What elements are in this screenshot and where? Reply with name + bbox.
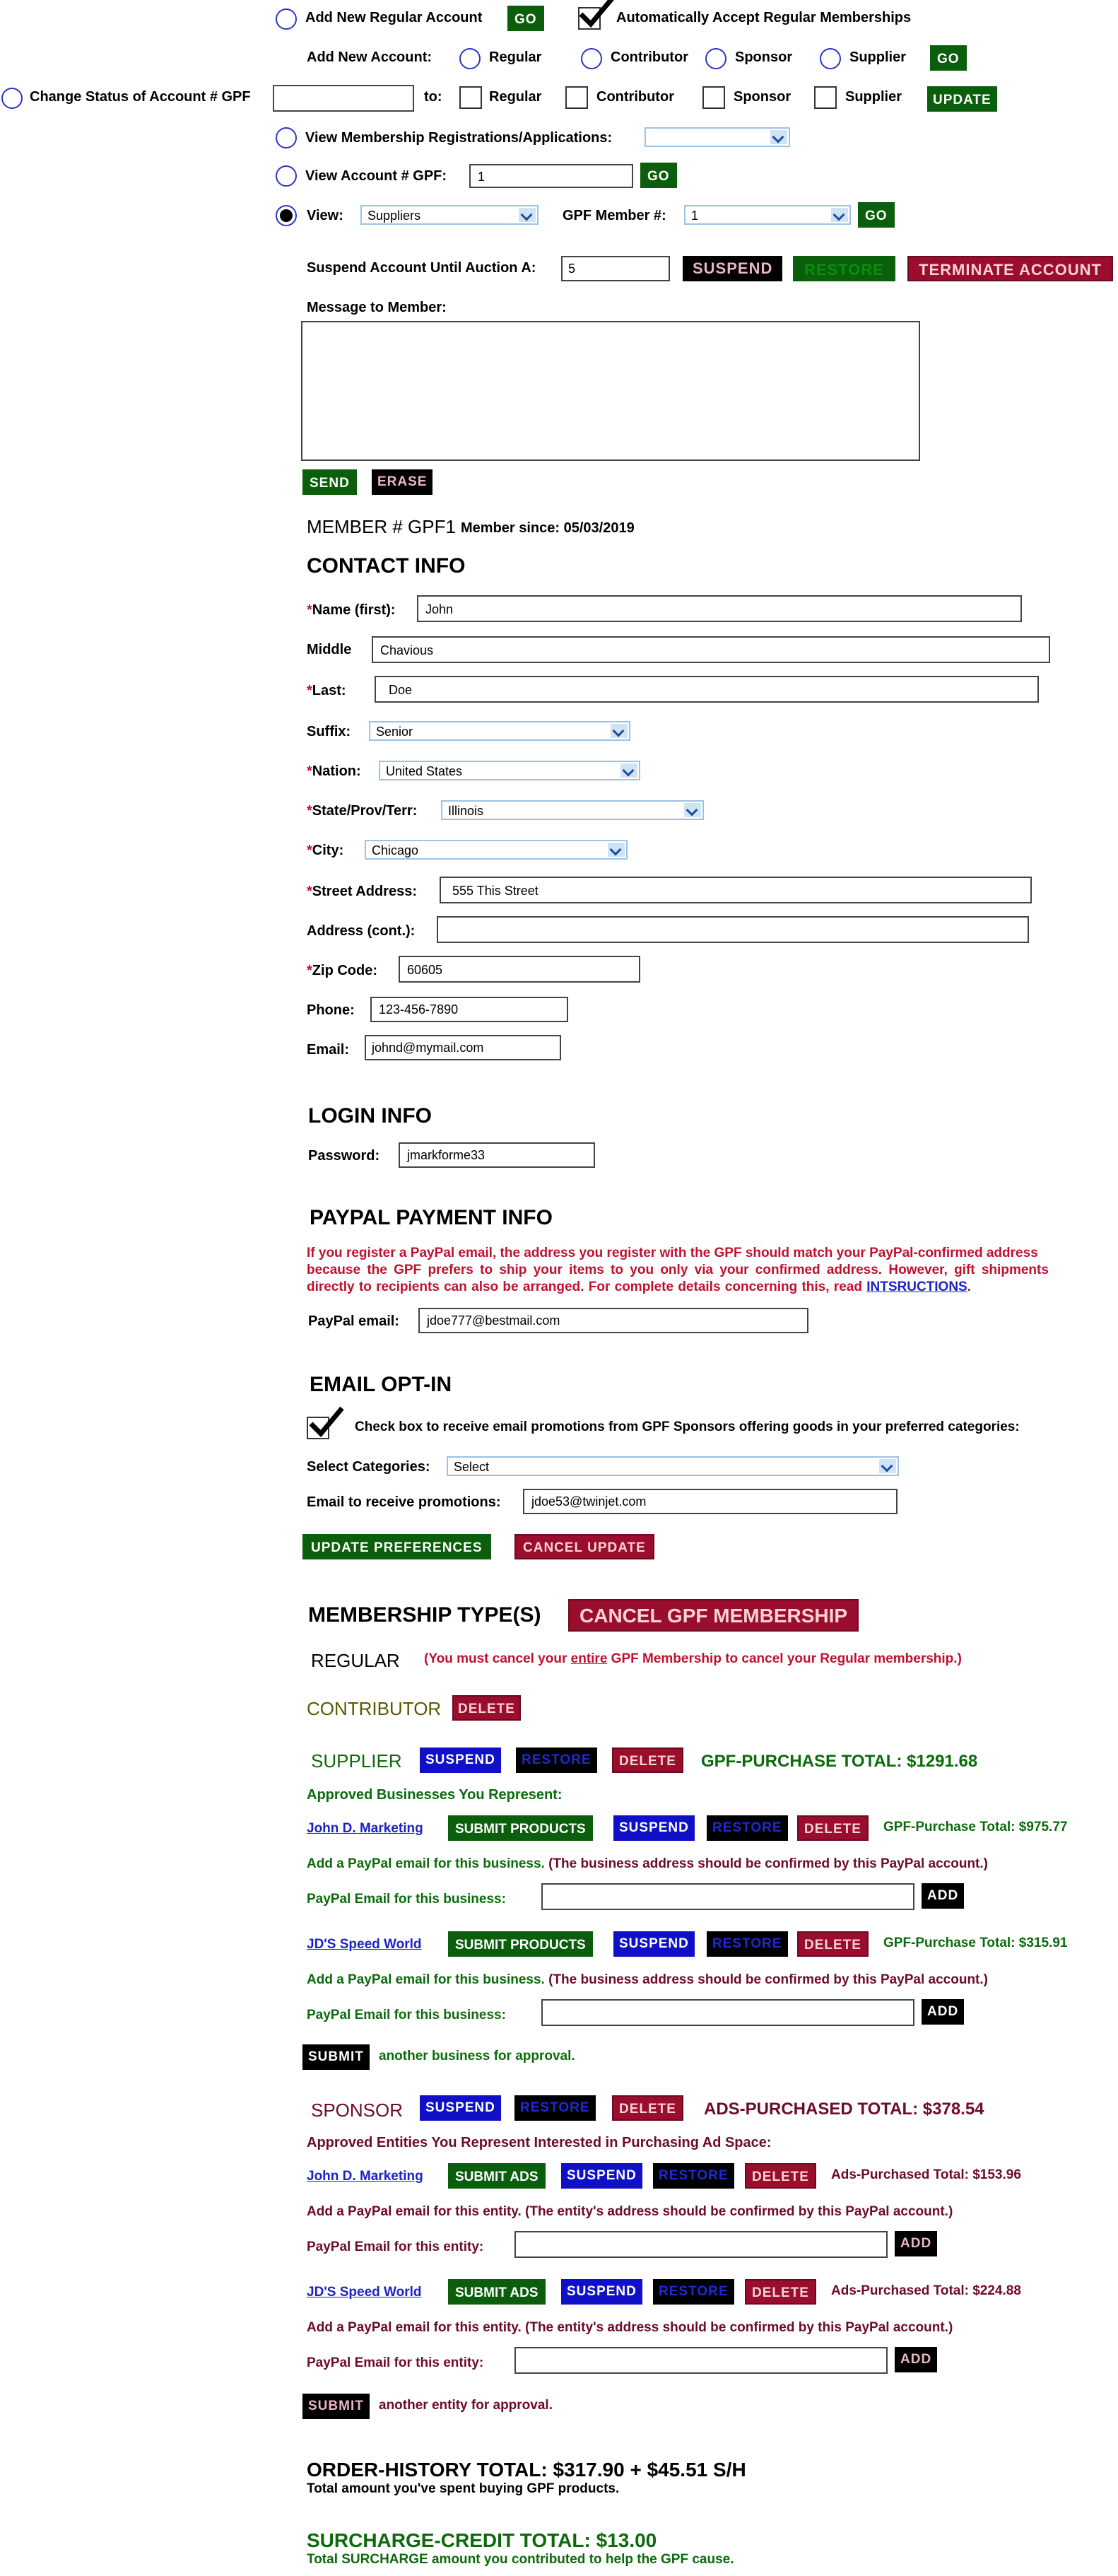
add-type-contributor-radio[interactable] (581, 48, 602, 69)
city-label: *City: (307, 843, 344, 858)
submit-business-button[interactable]: SUBMIT (302, 2044, 370, 2070)
another-entity-text: another entity for approval. (379, 2398, 553, 2413)
add-type-contributor-label: Contributor (611, 49, 688, 65)
promo-email-input[interactable]: jdoe53@twinjet.com (523, 1489, 898, 1514)
business-email-label-2: PayPal Email for this business: (307, 2008, 506, 2022)
last-name-label: *Last: (307, 683, 346, 698)
message-textarea[interactable] (301, 321, 920, 461)
view-account-input[interactable]: 1 (469, 164, 633, 188)
change-status-radio[interactable] (1, 88, 23, 109)
supplier-suspend-button[interactable]: SUSPEND (420, 1747, 501, 1773)
entity-restore-button-1[interactable]: RESTORE (653, 2163, 734, 2189)
sponsor-delete-button[interactable]: DELETE (612, 2095, 683, 2121)
middle-name-label: Middle (307, 642, 352, 657)
paypal-heading: PAYPAL PAYMENT INFO (310, 1206, 553, 1229)
send-button[interactable]: SEND (302, 469, 357, 495)
business-note-1: Add a PayPal email for this business. (The business address should be confirmed by this PayPal account.) (307, 1856, 988, 1871)
optin-text: Check box to receive email promotions from GPF Sponsors offering goods in your preferred categories: (355, 1419, 1020, 1434)
entity-link-1[interactable]: John D. Marketing (307, 2169, 423, 2184)
suspend-until-input[interactable]: 5 (561, 256, 670, 281)
add-type-regular-radio[interactable] (459, 48, 481, 69)
surcharge-credit-note: Total SURCHARGE amount you contributed to help the GPF cause. (307, 2552, 734, 2567)
view-account-label: View Account # GPF: (305, 168, 447, 184)
password-input[interactable]: jmarkforme33 (399, 1142, 595, 1168)
categories-label: Select Categories: (307, 1459, 430, 1475)
entity-note-2: Add a PayPal email for this entity. (The entity's address should be confirmed by this PayPal account.) (307, 2320, 953, 2335)
add-type-supplier-radio[interactable] (820, 48, 841, 69)
status-supplier-label: Supplier (845, 89, 902, 105)
entity-suspend-button-1[interactable]: SUSPEND (561, 2163, 642, 2189)
phone-label: Phone: (307, 1002, 355, 1018)
add-type-sponsor-radio[interactable] (705, 48, 726, 69)
suffix-label: Suffix: (307, 724, 351, 739)
add-regular-go-button[interactable]: GO (507, 6, 544, 31)
approved-entities-label: Approved Entities You Represent Interested in Purchasing Ad Space: (307, 2135, 772, 2150)
add-account-go-button[interactable]: GO (930, 45, 967, 71)
business-add-button-2[interactable]: ADD (922, 1999, 964, 2025)
sponsor-ads-total: ADS-PURCHASED TOTAL: $378.54 (704, 2100, 984, 2119)
instructions-link[interactable]: INTSRUCTIONS (866, 1280, 967, 1294)
promo-email-label: Email to receive promotions: (307, 1494, 501, 1510)
business-email-input-1[interactable] (541, 1883, 914, 1910)
cancel-membership-button[interactable]: CANCEL GPF MEMBERSHIP (568, 1599, 859, 1632)
entity-total-2: Ads-Purchased Total: $224.88 (831, 2283, 1021, 2298)
regular-note: (You must cancel your entire GPF Membership to cancel your Regular membership.) (424, 1651, 962, 1666)
email-input[interactable]: johnd@mymail.com (365, 1035, 561, 1060)
view-select[interactable]: Suppliers (360, 205, 539, 225)
business-restore-button-2[interactable]: RESTORE (707, 1931, 788, 1957)
status-sponsor-label: Sponsor (734, 89, 792, 105)
submit-ads-button-1[interactable]: SUBMIT ADS (448, 2163, 546, 2189)
member-number-label: GPF Member #: (563, 208, 666, 223)
zip-input[interactable]: 60605 (399, 956, 640, 983)
member-since: Member since: 05/03/2019 (461, 520, 635, 536)
approved-businesses-label: Approved Businesses You Represent: (307, 1787, 563, 1803)
status-regular-label: Regular (489, 89, 542, 105)
view-registrations-radio[interactable] (276, 127, 297, 148)
change-status-account-input[interactable] (273, 85, 414, 112)
state-select[interactable]: Illinois (441, 800, 704, 820)
status-supplier-checkbox[interactable] (814, 86, 837, 109)
entity-email-input-2[interactable] (514, 2347, 888, 2374)
entity-email-label-1: PayPal Email for this entity: (307, 2240, 484, 2254)
business-total-2: GPF-Purchase Total: $315.91 (883, 1936, 1068, 1950)
submit-products-button-2[interactable]: SUBMIT PRODUCTS (448, 1931, 593, 1957)
business-suspend-button-2[interactable]: SUSPEND (613, 1931, 695, 1957)
business-email-label-1: PayPal Email for this business: (307, 1892, 506, 1907)
address-cont-input[interactable] (437, 916, 1029, 943)
business-suspend-button-1[interactable]: SUSPEND (613, 1815, 695, 1841)
suspend-until-label: Suspend Account Until Auction A: (307, 260, 536, 276)
add-new-regular-radio[interactable] (276, 8, 297, 30)
business-add-button-1[interactable]: ADD (922, 1883, 964, 1909)
view-registrations-label: View Membership Registrations/Applications: (305, 130, 613, 146)
street-input[interactable]: 555 This Street (440, 877, 1032, 903)
phone-input[interactable]: 123-456-7890 (370, 997, 568, 1022)
street-label: *Street Address: (307, 884, 417, 899)
entity-delete-button-2[interactable]: DELETE (745, 2279, 816, 2305)
address-cont-label: Address (cont.): (307, 923, 416, 939)
change-status-to-label: to: (424, 89, 442, 105)
view-label: View: (307, 208, 343, 223)
sponsor-type-label: SPONSOR (311, 2100, 404, 2121)
member-go-button[interactable]: GO (858, 202, 895, 228)
suffix-select[interactable]: Senior (369, 721, 630, 741)
entity-total-1: Ads-Purchased Total: $153.96 (831, 2167, 1021, 2182)
email-label: Email: (307, 1042, 350, 1058)
first-name-input[interactable]: John (417, 595, 1022, 622)
supplier-delete-button[interactable]: DELETE (612, 1747, 683, 1773)
another-business-text: another business for approval. (379, 2049, 575, 2063)
change-status-update-button[interactable]: UPDATE (927, 86, 997, 112)
nation-label: *Nation: (307, 763, 361, 779)
member-number-select[interactable]: 1 (684, 205, 851, 225)
regular-type-label: REGULAR (311, 1650, 400, 1671)
entity-suspend-button-2[interactable]: SUSPEND (561, 2279, 642, 2305)
business-note-2: Add a PayPal email for this business. (The business address should be confirmed by this PayPal account.) (307, 1972, 988, 1987)
entity-delete-button-1[interactable]: DELETE (745, 2163, 816, 2189)
business-restore-button-1[interactable]: RESTORE (707, 1815, 788, 1841)
password-label: Password: (308, 1148, 380, 1164)
business-email-input-2[interactable] (541, 1999, 914, 2026)
change-status-label: Change Status of Account # GPF (30, 89, 251, 105)
paypal-email-input[interactable]: jdoe777@bestmail.com (418, 1308, 808, 1333)
view-radio[interactable] (276, 205, 297, 226)
entity-note-1: Add a PayPal email for this entity. (The entity's address should be confirmed by this PayPal account.) (307, 2204, 953, 2219)
business-link-1[interactable]: John D. Marketing (307, 1821, 423, 1836)
city-select[interactable]: Chicago (365, 840, 628, 860)
auto-accept-label: Automatically Accept Regular Memberships (616, 10, 912, 25)
checkmark-icon (577, 0, 615, 28)
submit-products-button-1[interactable]: SUBMIT PRODUCTS (448, 1815, 593, 1841)
admin-suspend-button[interactable]: SUSPEND (683, 256, 782, 281)
business-delete-button-2[interactable]: DELETE (797, 1931, 869, 1957)
surcharge-credit-total: SURCHARGE-CREDIT TOTAL: $13.00 (307, 2529, 657, 2551)
terminate-account-button[interactable]: TERMINATE ACCOUNT (907, 256, 1113, 281)
entity-add-button-1[interactable]: ADD (895, 2231, 937, 2256)
status-contributor-checkbox[interactable] (565, 86, 588, 109)
add-type-sponsor-label: Sponsor (735, 49, 793, 65)
status-contributor-label: Contributor (596, 89, 674, 105)
sponsor-suspend-button[interactable]: SUSPEND (420, 2095, 501, 2121)
update-preferences-button[interactable]: UPDATE PREFERENCES (302, 1534, 491, 1559)
add-new-account-label: Add New Account: (307, 49, 433, 65)
supplier-purchase-total: GPF-PURCHASE TOTAL: $1291.68 (701, 1752, 978, 1771)
paypal-notice-line-1: If you register a PayPal email, the address you register with the GPF should match your PayPal-confirmed address (307, 1246, 1038, 1260)
add-type-supplier-label: Supplier (849, 49, 907, 65)
first-name-label: *Name (first): (307, 602, 396, 618)
paypal-notice-line-3: directly to recipients can also be arranged. For complete details concerning this, read INTSRUCTIONS. (307, 1280, 972, 1294)
optin-heading: EMAIL OPT-IN (310, 1373, 452, 1396)
supplier-restore-button[interactable]: RESTORE (516, 1747, 597, 1773)
order-history-note: Total amount you've spent buying GPF products. (307, 2481, 620, 2496)
nation-select[interactable]: United States (379, 761, 640, 780)
cancel-update-button[interactable]: CANCEL UPDATE (514, 1534, 654, 1559)
checkmark-icon (307, 1405, 345, 1438)
login-heading: LOGIN INFO (308, 1104, 432, 1128)
membership-heading: MEMBERSHIP TYPE(S) (308, 1603, 541, 1627)
business-delete-button-1[interactable]: DELETE (797, 1815, 869, 1841)
message-label: Message to Member: (307, 300, 447, 315)
view-account-go-button[interactable]: GO (640, 163, 677, 188)
status-regular-checkbox[interactable] (459, 86, 482, 109)
submit-ads-button-2[interactable]: SUBMIT ADS (448, 2279, 546, 2305)
status-sponsor-checkbox[interactable] (702, 86, 725, 109)
state-label: *State/Prov/Terr: (307, 803, 418, 819)
add-new-regular-label: Add New Regular Account (305, 10, 483, 25)
last-name-input[interactable]: Doe (375, 676, 1039, 703)
contributor-delete-button[interactable]: DELETE (452, 1695, 521, 1721)
registrations-select[interactable] (645, 127, 790, 147)
erase-button[interactable]: ERASE (372, 469, 433, 495)
entity-link-2[interactable]: JD'S Speed World (307, 2285, 422, 2300)
submit-entity-button[interactable]: SUBMIT (302, 2394, 370, 2419)
entity-add-button-2[interactable]: ADD (895, 2347, 937, 2372)
sponsor-restore-button[interactable]: RESTORE (514, 2095, 596, 2121)
add-type-regular-label: Regular (489, 49, 542, 65)
entity-email-input-1[interactable] (514, 2231, 888, 2258)
zip-label: *Zip Code: (307, 963, 378, 978)
contributor-type-label: CONTRIBUTOR (307, 1698, 442, 1719)
middle-name-input[interactable]: Chavious (372, 636, 1050, 663)
admin-restore-button[interactable]: RESTORE (793, 256, 895, 281)
view-account-radio[interactable] (276, 165, 297, 187)
paypal-notice-line-2: because the GPF prefers to ship your items to you only via your confirmed address. However, gift shipments (307, 1263, 1049, 1277)
supplier-type-label: SUPPLIER (311, 1750, 402, 1772)
entity-restore-button-2[interactable]: RESTORE (653, 2279, 734, 2305)
order-history-total: ORDER-HISTORY TOTAL: $317.90 + $45.51 S/H (307, 2459, 746, 2481)
categories-select[interactable]: Select (447, 1456, 899, 1476)
paypal-email-label: PayPal email: (308, 1313, 399, 1329)
business-link-2[interactable]: JD'S Speed World (307, 1937, 422, 1952)
contact-heading: CONTACT INFO (307, 554, 466, 578)
member-number: MEMBER # GPF1 (307, 516, 456, 537)
business-total-1: GPF-Purchase Total: $975.77 (883, 1820, 1068, 1834)
entity-email-label-2: PayPal Email for this entity: (307, 2355, 484, 2370)
